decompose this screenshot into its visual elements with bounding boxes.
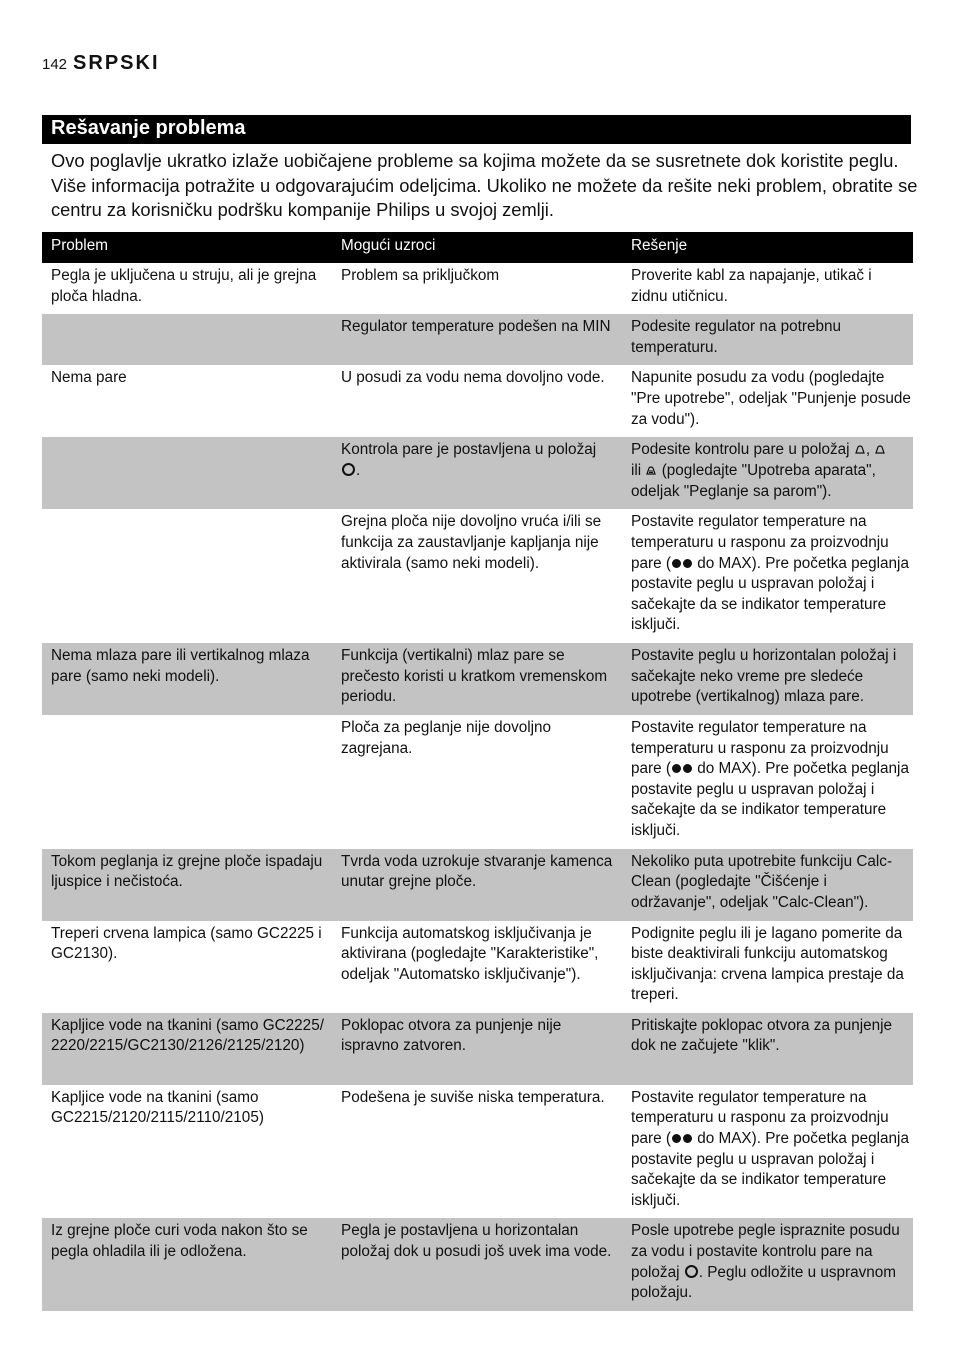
cause-cell: Problem sa priključkom	[341, 267, 500, 284]
solution-cell	[622, 715, 913, 849]
problem-cell	[42, 437, 332, 509]
cause-cell: Funkcija (vertikalni) mlaz pare se prečesto koristi u kratkom vremenskom periodu.	[332, 643, 622, 715]
problem-cell: Pegla je uključena u struju, ali je grejna ploča hladna.	[51, 267, 317, 305]
problem-cell: Tokom peglanja iz grejne ploče ispadaju ljuspice i nečistoća.	[42, 849, 332, 921]
cause-text: Kontrola pare je postavljena u položaj	[341, 441, 597, 459]
header-problem: Problem	[42, 232, 332, 263]
table-row	[42, 643, 913, 715]
ring-zero-icon	[342, 463, 355, 476]
cause-cell: Regulator temperature podešen na MIN	[332, 314, 622, 365]
steam-high-icon	[875, 445, 885, 454]
steam-low-icon	[855, 445, 865, 454]
table-row	[42, 715, 913, 849]
two-dots-icon	[671, 759, 693, 780]
problem-cell: Nema pare	[51, 369, 127, 387]
solution-text: Posle upotrebe pegle ispraznite posudu za vodu i postavite kontrolu pare na položaj	[631, 1222, 900, 1281]
cause-cell: Grejna ploča nije dovoljno vruća i/ili se funkcija za zaustavljanje kapljanja nije aktivirala (samo neki modeli).	[341, 513, 602, 572]
cause-cell	[332, 437, 622, 509]
language-label: SRPSKI	[73, 52, 160, 74]
header-solution: Rešenje	[622, 232, 913, 263]
cause-cell: U posudi za vodu nema dovoljno vode.	[341, 369, 605, 387]
solution-text: Podesite kontrolu pare u položaj	[631, 441, 850, 459]
solution-text: Postavite regulator temperature na temperaturu u rasponu za proizvodnju pare (	[631, 718, 889, 778]
solution-cell	[622, 1218, 913, 1310]
solution-cell: Pritiskajte poklopac otvora za punjenje dok ne začujete "klik".	[622, 1013, 913, 1085]
table-row	[42, 921, 913, 1013]
problem-cell: Kapljice vode na tkanini (samo GC2215/2120/2115/2110/2105)	[51, 1088, 264, 1127]
table-row	[42, 1218, 913, 1310]
solution-text: . Peglu odložite u uspravnom položaju.	[631, 1263, 897, 1302]
solution-text: do MAX). Pre početka peglanja postavite peglu u uspravan položaj i sačekajte da se indikator temperature isključi.	[631, 760, 909, 839]
table-row	[42, 263, 913, 314]
solution-cell: Nekoliko puta upotrebite funkciju Calc-Clean (pogledajte "Čišćenje i održavanje", odeljak "Calc-Clean").	[622, 849, 913, 921]
cause-cell: Poklopac otvora za punjenje nije ispravno zatvoren.	[332, 1013, 622, 1085]
solution-text: Postavite regulator temperature na temperaturu u rasponu za proizvodnju pare (	[631, 513, 889, 572]
table-row	[42, 365, 913, 437]
solution-text: ,	[865, 441, 871, 459]
solution-text: ili	[631, 461, 642, 479]
header-causes: Mogući uzroci	[332, 232, 622, 263]
solution-cell: Podignite peglu ili je lagano pomerite da biste deaktivirali funkciju automatskog isključivanja: crvena lampica prestaje da treperi.	[631, 924, 904, 1004]
ring-zero-icon	[685, 1265, 698, 1278]
cause-cell: Ploča za peglanje nije dovoljno zagrejana.	[341, 718, 552, 757]
steam-max-icon	[646, 466, 656, 475]
cause-cell: Tvrda voda uzrokuje stvaranje kamenca unutar grejne ploče.	[332, 849, 622, 921]
problem-cell	[42, 715, 332, 849]
solution-text: (pogledajte "Upotreba aparata", odeljak "Peglanje sa parom").	[631, 461, 876, 500]
cause-cell: Funkcija automatskog isključivanja je aktivirana (pogledajte "Karakteristike", odeljak "Automatsko isključivanje").	[341, 924, 599, 983]
cause-text: .	[356, 461, 361, 479]
solution-cell: Podesite regulator na potrebnu temperaturu.	[622, 314, 913, 365]
intro-paragraph: Ovo poglavlje ukratko izlaže uobičajene probleme sa kojima možete da se susretnete dok koristite peglu. Više informacija potražite u odgovarajućim odeljcima. Ukoliko ne možete da rešite neki problem, obratite se centru za korisničku podršku kompanije Philips u svojoj zemlji.	[51, 150, 918, 220]
cause-cell: Podešena je suviše niska temperatura.	[341, 1088, 605, 1106]
solution-cell	[622, 1085, 913, 1219]
page-header	[42, 52, 160, 75]
table-header-row	[42, 232, 913, 263]
solution-text: Postavite regulator temperature na temperaturu u rasponu za proizvodnju pare (	[631, 1088, 889, 1148]
solution-text: do MAX). Pre početka peglanja postavite peglu u uspravan položaj i sačekajte da se indikator temperature isključi.	[631, 1130, 909, 1209]
section-title: Rešavanje problema	[42, 115, 911, 144]
table-row	[42, 509, 913, 643]
problem-cell	[42, 509, 332, 643]
solution-cell: Postavite peglu u horizontalan položaj i sačekajte neko vreme pre sledeće upotrebe (vertikalnog) mlaza pare.	[622, 643, 913, 715]
two-dots-icon	[671, 1129, 693, 1150]
page-number: 142	[42, 56, 68, 73]
problem-cell	[42, 314, 332, 365]
solution-cell	[622, 437, 913, 509]
table-row	[42, 314, 913, 365]
two-dots-icon	[671, 554, 693, 575]
troubleshooting-table	[42, 232, 913, 1311]
cause-cell: Pegla je postavljena u horizontalan položaj dok u posudi još uvek ima vode.	[332, 1218, 622, 1310]
solution-text: do MAX). Pre početka peglanja postavite peglu u uspravan položaj i sačekajte da se indikator temperature isključi.	[631, 554, 909, 634]
problem-cell: Nema mlaza pare ili vertikalnog mlaza pare (samo neki modeli).	[42, 643, 332, 715]
table-row	[42, 1013, 913, 1085]
problem-cell: Treperi crvena lampica (samo GC2225 i GC2130).	[51, 924, 322, 963]
problem-cell: Kapljice vode na tkanini (samo GC2225/2220/2215/GC2130/2126/2125/2120)	[42, 1013, 332, 1085]
problem-cell: Iz grejne ploče curi voda nakon što se pegla ohladila ili je odložena.	[42, 1218, 332, 1310]
table-row	[42, 437, 913, 509]
solution-cell: Napunite posudu za vodu (pogledajte "Pre upotrebe", odeljak "Punjenje posude za vodu").	[631, 369, 911, 428]
table-row	[42, 1085, 913, 1219]
solution-cell	[622, 509, 913, 643]
table-row	[42, 849, 913, 921]
solution-cell: Proverite kabl za napajanje, utikač i zidnu utičnicu.	[631, 267, 872, 305]
